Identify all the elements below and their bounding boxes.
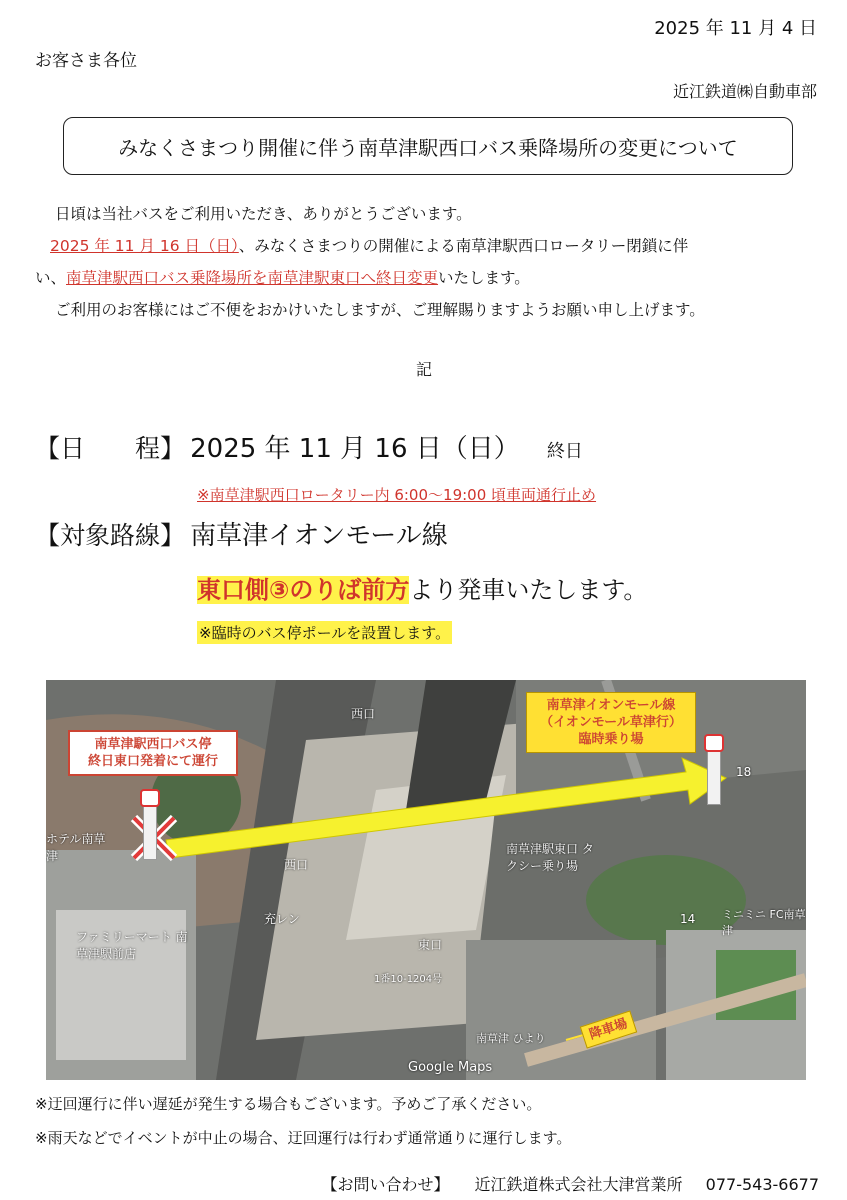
route-label: 【対象路線】 <box>35 521 186 550</box>
notice-date: 2025 年 11 月 4 日 <box>654 18 817 39</box>
map-label-taxi: 南草津駅東口 タクシー乗り場 <box>506 842 594 873</box>
contact-line <box>321 1172 819 1195</box>
east-callout-line-3: 臨時乗り場 <box>578 732 644 747</box>
contact-company: 近江鉄道株式会社大津営業所 <box>474 1175 683 1194</box>
schedule-allday: 終日 <box>546 441 583 462</box>
body-line-3-prefix: い、 <box>35 269 67 287</box>
map-label-route14: 14 <box>680 912 696 926</box>
map-label-west1: 西口 <box>351 707 376 721</box>
station-map <box>46 680 806 1080</box>
map-label-west2: 西口 <box>284 858 309 872</box>
note-delay: ※迂回運行に伴い遅延が発生する場合もございます。予めご了承ください。 <box>35 1095 542 1113</box>
contact-phone: 077-543-6677 <box>705 1175 819 1194</box>
east-bus-stop-icon <box>707 735 721 805</box>
body-line-2 <box>50 230 688 262</box>
notice-title-box <box>63 117 793 175</box>
sender: 近江鉄道㈱自動車部 <box>672 82 817 101</box>
east-callout-line-2: （イオンモール草津行） <box>540 715 682 730</box>
addressee: お客さま各位 <box>35 51 137 71</box>
schedule-note: ※南草津駅西口ロータリー内 6:00～19:00 頃車両通行止め <box>197 486 597 504</box>
body-line-1: 日頃は当社バスをご利用いただき、ありがとうございます。 <box>55 205 472 223</box>
departure-line <box>197 570 647 605</box>
event-date-highlight: 2025 年 11 月 16 日（日） <box>50 237 239 255</box>
departure-text: より発車いたします。 <box>409 576 648 604</box>
map-label-yalen: 充レン <box>264 912 300 926</box>
schedule-label: 【日 程】 <box>35 434 186 463</box>
note-rain: ※雨天などでイベントが中止の場合、迂回運行は行わず通常通りに運行します。 <box>35 1129 572 1147</box>
east-stop-callout <box>526 692 696 753</box>
west-stop-callout <box>68 730 238 776</box>
west-bus-stop-icon <box>143 790 157 860</box>
map-label-route18: 18 <box>736 765 752 779</box>
body-line-2-text: 、みなくさまつりの開催による南草津駅西口ロータリー閉鎖に伴 <box>238 237 689 255</box>
pole-note: ※臨時のバス停ポールを設置します。 <box>197 621 452 644</box>
dropoff-label: 降車場 <box>580 1010 638 1048</box>
map-label-hotel: ホテル南草津 <box>46 832 106 863</box>
map-google-logo: Google Maps <box>408 1060 493 1075</box>
schedule-date: 2025 年 11 月 16 日（日） <box>190 434 520 464</box>
map-label-famima: ファミリーマート 南草津駅前店 <box>76 930 188 961</box>
map-label-east: 東口 <box>418 938 443 952</box>
west-callout-line-2: 終日東口発着にて運行 <box>87 754 218 769</box>
ki-mark: 記 <box>416 360 433 379</box>
east-callout-line-1: 南草津イオンモール線 <box>546 698 676 713</box>
body-line-3 <box>35 262 530 294</box>
body-line-4: ご利用のお客様にはご不便をおかけいたしますが、ご理解賜りますようお願い申し上げます。 <box>55 301 705 319</box>
body-line-3-text: いたします。 <box>438 269 530 287</box>
departure-highlight: 東口側③のりば前方 <box>197 576 410 604</box>
notice-title: みなくさまつり開催に伴う南草津駅西口バス乗降場所の変更について <box>118 135 738 160</box>
map-label-ryori: 南草津 ひより <box>476 1032 546 1045</box>
route-row <box>35 515 448 552</box>
route-name: 南草津イオンモール線 <box>190 521 448 551</box>
map-label-minimini: ミニミニ FC南草津 <box>722 908 806 937</box>
west-callout-line-1: 南草津駅西口バス停 <box>94 737 212 752</box>
contact-label: 【お問い合わせ】 <box>321 1175 450 1194</box>
change-highlight: 南草津駅西口バス乗降場所を南草津駅東口へ終日変更 <box>66 269 439 287</box>
map-label-address: 1番10-1204号 <box>374 974 443 985</box>
schedule-row <box>35 428 583 465</box>
